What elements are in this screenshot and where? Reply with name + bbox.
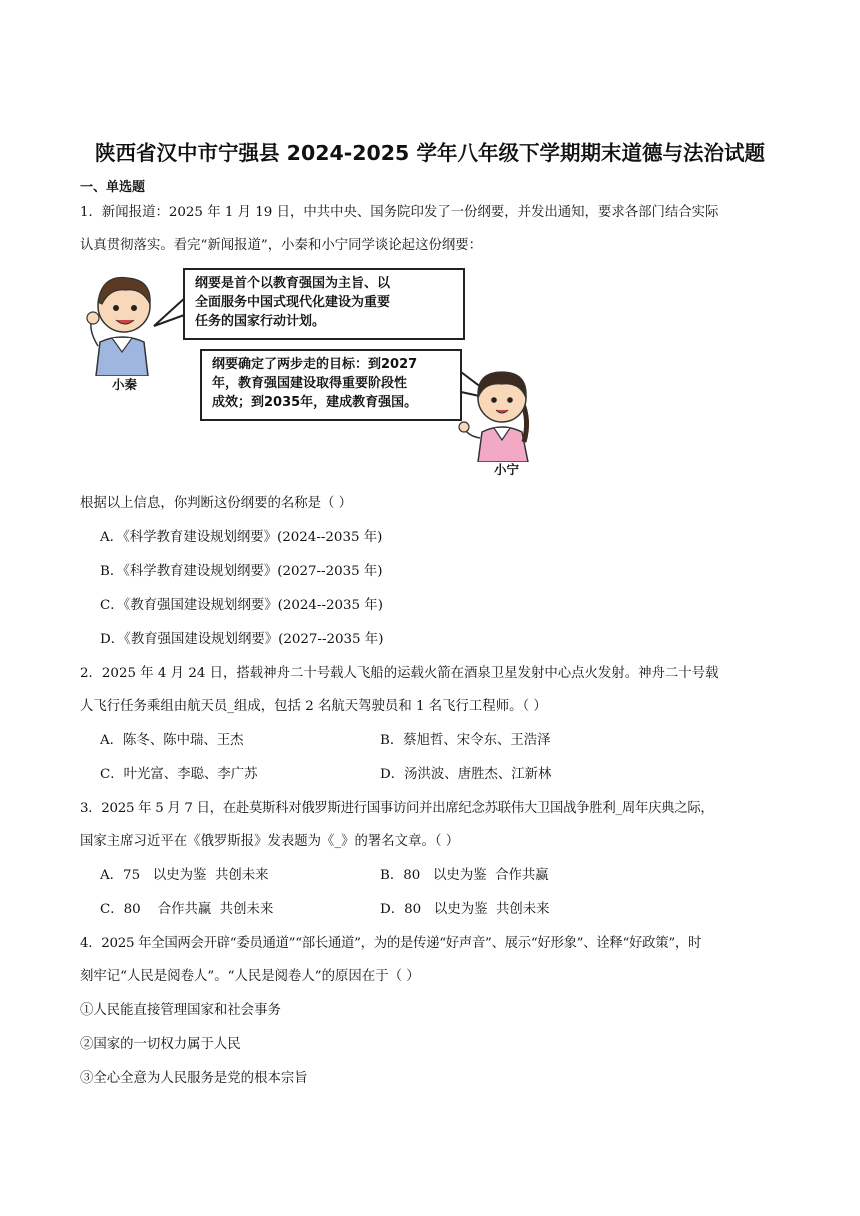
bubble2-line: 纲要确定了两步走的目标：到2027: [212, 357, 418, 372]
bubble2-line: 年，教育强国建设取得重要阶段性: [212, 376, 408, 391]
q1-option-c[interactable]: C．《教育强国建设规划纲要》(2024--2035 年): [100, 598, 383, 613]
q1-stem-line1: 1．新闻报道：2025 年 1 月 19 日，中共中央、国务院印发了一份纲要，并发出通知，要求各部门结合实际: [80, 205, 719, 220]
boy-figure-illustration: [82, 268, 162, 376]
q3-option-b[interactable]: B．80 以史为鉴 合作共赢: [380, 868, 549, 883]
speech-bubble-xiaoqin: [183, 268, 465, 340]
page-title: 陕西省汉中市宁强县 2024-2025 学年八年级下学期期末道德与法治试题: [95, 141, 765, 165]
q3-option-a[interactable]: A．75 以史为鉴 共创未来: [100, 868, 269, 883]
q2-option-b[interactable]: B．蔡旭哲、宋令东、王浩泽: [380, 733, 551, 748]
section-heading: 一、单选题: [80, 180, 146, 195]
girl-name-label: 小宁: [494, 462, 520, 477]
boy-name-label: 小秦: [112, 377, 138, 392]
q1-option-d[interactable]: D．《教育强国建设规划纲要》(2027--2035 年): [100, 632, 384, 647]
q2-stem-line2: 人飞行任务乘组由航天员_组成，包括 2 名航天驾驶员和 1 名飞行工程师。（ ）: [80, 699, 547, 714]
q2-option-d[interactable]: D．汤洪波、唐胜杰、江新林: [380, 767, 552, 782]
q1-option-b[interactable]: B．《科学教育建设规划纲要》(2027--2035 年): [100, 564, 383, 579]
q3-stem-line1: 3．2025 年 5 月 7 日，在赴莫斯科对俄罗斯进行国事访问并出席纪念苏联伟大卫国战争胜利_周年庆典之际，: [80, 801, 714, 816]
q2-option-c[interactable]: C．叶光富、李聪、李广苏: [100, 767, 258, 782]
q3-option-c[interactable]: C．80 合作共赢 共创未来: [100, 902, 274, 917]
bubble1-line: 任务的国家行动计划。: [195, 314, 326, 329]
q1-stem-line2: 认真贯彻落实。看完“新闻报道”，小秦和小宁同学谈论起这份纲要：: [80, 238, 483, 253]
girl-figure-illustration: [458, 366, 544, 462]
q4-item-2: ②国家的一切权力属于人民: [80, 1037, 241, 1052]
q1-option-a[interactable]: A．《科学教育建设规划纲要》(2024--2035 年): [100, 530, 383, 545]
q3-option-d[interactable]: D．80 以史为鉴 共创未来: [380, 902, 550, 917]
q4-item-1: ①人民能直接管理国家和社会事务: [80, 1003, 281, 1018]
q4-item-3: ③全心全意为人民服务是党的根本宗旨: [80, 1071, 308, 1086]
q3-stem-line2: 国家主席习近平在《俄罗斯报》发表题为《_》的署名文章。（ ）: [80, 834, 460, 849]
bubble1-line: 全面服务中国式现代化建设为重要: [195, 295, 391, 310]
q4-stem-line1: 4．2025 年全国两会开辟“委员通道”“部长通道”，为的是传递“好声音”、展示“好形象”、诠释“好政策”，时: [80, 936, 702, 951]
bubble2-line: 成效；到2035年，建成教育强国。: [212, 395, 418, 410]
q2-option-a[interactable]: A．陈冬、陈中瑞、王杰: [100, 733, 244, 748]
speech-bubble-xiaoning: [200, 349, 462, 421]
q2-stem-line1: 2．2025 年 4 月 24 日，搭载神舟二十号载人飞船的运载火箭在酒泉卫星发射中心点火发射。神舟二十号载: [80, 666, 719, 681]
bubble1-line: 纲要是首个以教育强国为主旨、以: [195, 276, 391, 291]
q1-question: 根据以上信息，你判断这份纲要的名称是（ ）: [80, 496, 353, 511]
q4-stem-line2: 刻牢记“人民是阅卷人”。“人民是阅卷人”的原因在于（ ）: [80, 969, 420, 984]
